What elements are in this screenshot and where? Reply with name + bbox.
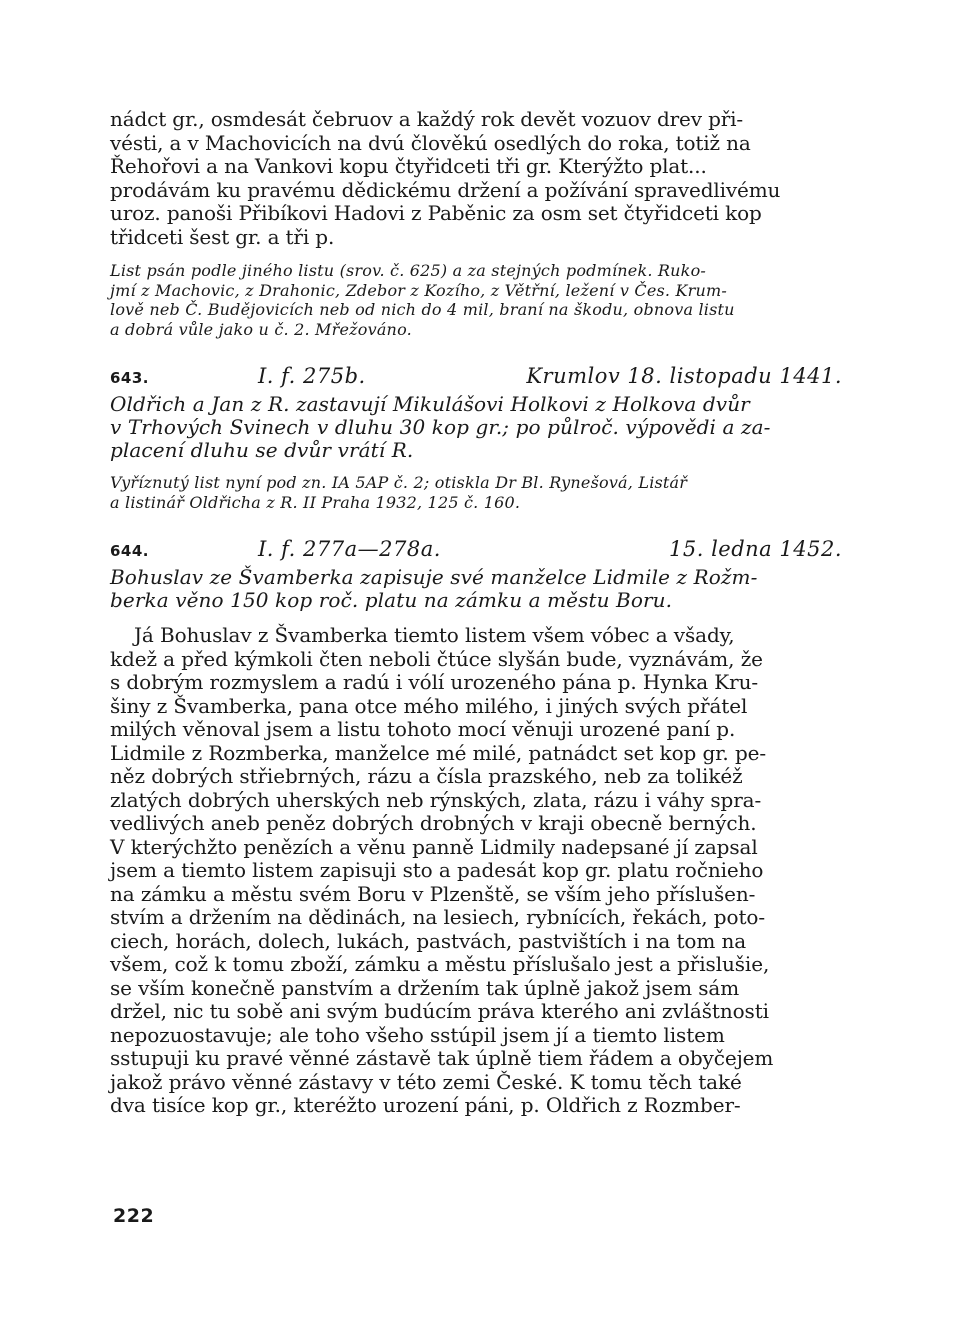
text-line: prodávám ku pravému dědickému držení a požívání spravedlivému — [110, 177, 781, 202]
intro-paragraph — [110, 108, 842, 249]
summary-line: v Trhových Svinech v dluhu 30 kop gr.; po půlroč. výpovědi a za- — [110, 415, 771, 439]
text-line: V kterýchžto penězích a věnu panně Lidmily nadepsané jí zapsal — [110, 834, 758, 859]
text-line: sstupuji ku pravé věnné zástavě tak úplně tiem řádem a obyčejem — [110, 1046, 774, 1070]
page-number: 222 — [113, 1205, 155, 1227]
text-line: nádct gr., osmdesát čebruov a každý rok devět vozuov drev při- — [110, 107, 744, 131]
editorial-note — [110, 473, 842, 512]
text-line: vésti, a v Machovicích na dvú člověkú osedlých do roka, totiž na — [110, 130, 751, 155]
text-line: ciech, horách, dolech, lukách, pastvách, pastvištích i na tom na — [110, 928, 747, 953]
entry-number: 644. — [110, 542, 150, 560]
summary-line: berka věno 150 kop roč. platu na zámku a městu Boru. — [110, 588, 673, 612]
text-line: šiny z Švamberka, pana otce mého milého, i jiných svých přátel — [110, 693, 748, 718]
entry-date: Krumlov 18. listopadu 1441. — [526, 364, 842, 388]
text-line: zlatých dobrých uherských neb rýnských, zlata, rázu i váhy spra- — [110, 787, 762, 812]
text-line: všem, což k tomu zboží, zámku a městu příslušalo jest a přislušie, — [110, 952, 770, 976]
entry-date: 15. ledna 1452. — [669, 537, 842, 561]
text-line: Řehořovi a na Vankovi kopu čtyřidceti tři gr. Kterýžto plat... — [110, 154, 707, 178]
text-line: na zámku a městu svém Boru v Plzenště, se vším jeho příslušen- — [110, 881, 756, 906]
text-line: jakož právo věnné zástavy v této zemi České. K tomu těch také — [110, 1069, 742, 1094]
note-line: lově neb Č. Budějovicích neb od nich do 4 mil, braní na škodu, obnova listu — [110, 300, 735, 319]
entry-summary — [110, 566, 842, 612]
note-line: jmí z Machovic, z Drahonic, Zdebor z Kozího, z Větřní, ležení v Čes. Krum- — [110, 280, 727, 300]
summary-line: Oldřich a Jan z R. zastavují Mikulášovi Holkovi z Holkova dvůr — [110, 392, 750, 416]
text-line: s dobrým rozmyslem a radú i vólí urozeného pána p. Hynka Kru- — [110, 670, 759, 694]
entry-number: 643. — [110, 369, 150, 387]
note-line: List psán podle jiného listu (srov. č. 625) a za stejných podmínek. Ruko- — [110, 261, 707, 280]
summary-line: placení dluhu se dvůr vrátí R. — [110, 438, 414, 462]
entry-folio: I. f. 277a—278a. — [258, 537, 441, 561]
text-line: kdež a před kýmkoli čten neboli čtúce slyšán bude, vyznávám, že — [110, 646, 763, 671]
entry-folio: I. f. 275b. — [258, 364, 366, 388]
text-line: třidceti šest gr. a tři p. — [110, 224, 335, 249]
text-line: stvím a držením na dědinách, na lesiech, rybnících, řekách, poto- — [110, 905, 765, 929]
text-line: se vším konečně panstvím a držením tak úplně jakož jsem sám — [110, 975, 740, 1000]
text-line: Lidmile z Rozmberka, manželce mé milé, patnádct set kop gr. pe- — [110, 740, 767, 765]
text-line: dva tisíce kop gr., kteréžto urození páni, p. Oldřich z Rozmber- — [110, 1093, 741, 1117]
text-line: nepozuostavuje; ale toho všeho sstúpil jsem jí a tiemto listem — [110, 1022, 725, 1047]
summary-line: Bohuslav ze Švamberka zapisuje své manželce Lidmile z Rožm- — [110, 565, 758, 589]
charter-text — [110, 624, 842, 1118]
page-content — [110, 108, 842, 1118]
text-line: něz dobrých střiebrných, rázu a čísla prazského, neb za tolikéž — [110, 764, 743, 788]
entry-heading-643 — [110, 363, 842, 391]
text-line: Já Bohuslav z Švamberka tiemto listem všem vóbec a všady, — [134, 623, 735, 647]
text-line: uroz. panoši Přibíkovi Hadovi z Paběnic za osm set čtyřidceti kop — [110, 201, 762, 225]
text-line: jsem a tiemto listem zapisuji sto a padesát kop gr. platu ročnieho — [110, 858, 764, 882]
entry-heading-644 — [110, 536, 842, 564]
note-line: Vyříznutý list nyní pod zn. IA 5AP č. 2; otiskla Dr Bl. Rynešová, Listář — [110, 473, 688, 492]
text-line: vedlivých aneb peněz dobrých drobných v kraji obecně berných. — [110, 811, 757, 835]
note-line: a dobrá vůle jako u č. 2. Mřežováno. — [110, 319, 412, 339]
editorial-note — [110, 261, 842, 339]
entry-summary — [110, 393, 842, 462]
note-line: a listinář Oldřicha z R. II Praha 1932, 125 č. 160. — [110, 492, 521, 512]
text-line: milých věnoval jsem a listu tohoto mocí věnuji urozené paní p. — [110, 717, 736, 741]
text-line: držel, nic tu sobě ani svým budúcím práva kterého ani zvláštnosti — [110, 999, 769, 1023]
